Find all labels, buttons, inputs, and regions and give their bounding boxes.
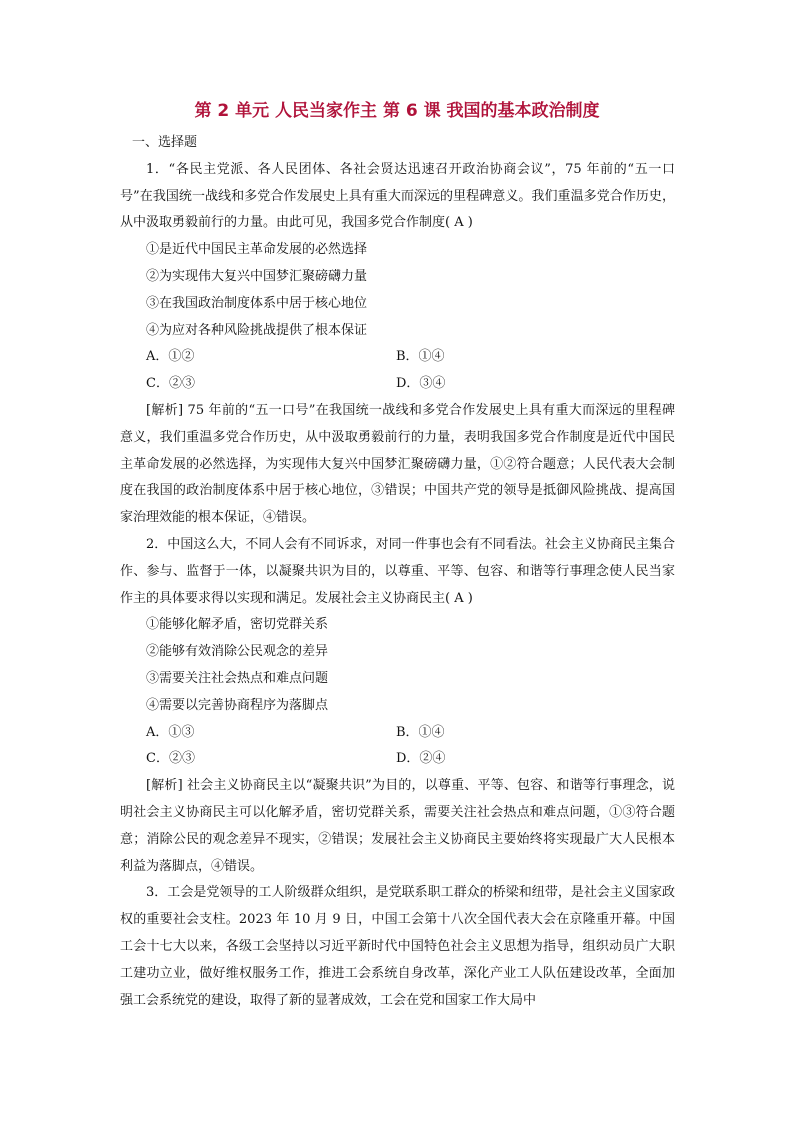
question-1-options-row-1 bbox=[120, 344, 675, 371]
question-2-option-a: A．①③ bbox=[146, 724, 195, 740]
document-body bbox=[120, 130, 675, 1014]
question-1-item-3: ③在我国政治制度体系中居于核心地位 bbox=[146, 295, 368, 311]
question-1-option-c: C．②③ bbox=[146, 376, 195, 392]
question-2-options-row-1 bbox=[120, 720, 675, 747]
question-1-option-a: A．①② bbox=[146, 349, 195, 365]
question-2-option-b: B．①④ bbox=[396, 724, 445, 740]
question-1-options-row-2 bbox=[120, 371, 675, 398]
question-1-option-d: D．③④ bbox=[396, 376, 446, 392]
question-1-item-1: ①是近代中国民主革命发展的必然选择 bbox=[146, 242, 368, 258]
page-title: 第 2 单元 人民当家作主 第 6 课 我国的基本政治制度 bbox=[194, 101, 600, 121]
question-2-stem: 2．中国这么大，不同人会有不同诉求，对同一件事也会有不同看法。社会主义协商民主集合作、参与、监督于一体，以凝聚共识为目的，以尊重、平等、包容、和谐等行事理念使人民当家作主的具体要求得以实现和满足。发展社会主义协商民主( A ) bbox=[120, 536, 675, 606]
question-2-option-d: D．②④ bbox=[396, 751, 446, 767]
question-1-option-b: B．①④ bbox=[396, 349, 445, 365]
question-1-analysis: [解析] 75 年前的“五一口号”在我国统一战线和多党合作发展史上具有重大而深远的里程碑意义，我们重温多党合作历史，从中汲取勇毅前行的力量，表明我国多党合作制度是近代中国民主革命发展的必然选择，为实现伟大复兴中国梦汇聚磅礴力量，①②符合题意；人民代表大会制度在我国的政治制度体系中居于核心地位，③错误；中国共产党的领导是抵御风险挑战、提高国家治理效能的根本保证，④错误。 bbox=[120, 402, 675, 526]
question-2-item-3: ③需要关注社会热点和难点问题 bbox=[146, 670, 329, 686]
question-2-item-2: ②能够有效消除公民观念的差异 bbox=[146, 644, 329, 660]
section-heading: 一、选择题 bbox=[132, 135, 198, 150]
question-2-analysis: [解析] 社会主义协商民主以“凝聚共识”为目的，以尊重、平等、包容、和谐等行事理念，说明社会主义协商民主可以化解矛盾，密切党群关系，需要关注社会热点和难点问题，①③符合题意；消除公民的观念差异不现实，②错误；发展社会主义协商民主要始终将实现最广大人民根本利益为落脚点，④错误。 bbox=[120, 778, 675, 874]
question-2-option-c: C．②③ bbox=[146, 751, 195, 767]
question-1-item-4: ④为应对各种风险挑战提供了根本保证 bbox=[146, 322, 368, 338]
question-2-item-4: ④需要以完善协商程序为落脚点 bbox=[146, 697, 329, 713]
question-2-item-1: ①能够化解矛盾，密切党群关系 bbox=[146, 617, 329, 633]
question-3-stem: 3．工会是党领导的工人阶级群众组织，是党联系职工群众的桥梁和纽带，是社会主义国家政权的重要社会支柱。2023 年 10 月 9 日，中国工会第十八次全国代表大会在京隆重开幕。中国工会十七大以来，各级工会坚持以习近平新时代中国特色社会主义思想为指导，组织动员广大职工建功立业，做好维权服务工作，推进工会系统自身改革，深化产业工人队伍建设改革，全面加强工会系统党的建设，取得了新的显著成效，工会在党和国家工作大局中 bbox=[120, 885, 675, 1008]
question-1-stem: 1．“各民主党派、各人民团体、各社会贤达迅速召开政治协商会议”，75 年前的“五一口号”在我国统一战线和多党合作发展史上具有重大而深远的里程碑意义。我们重温多党合作历史，从中汲取勇毅前行的力量。由此可见，我国多党合作制度( A ) bbox=[120, 161, 675, 231]
question-1-item-2: ②为实现伟大复兴中国梦汇聚磅礴力量 bbox=[146, 268, 368, 284]
question-2-options-row-2 bbox=[120, 746, 675, 773]
